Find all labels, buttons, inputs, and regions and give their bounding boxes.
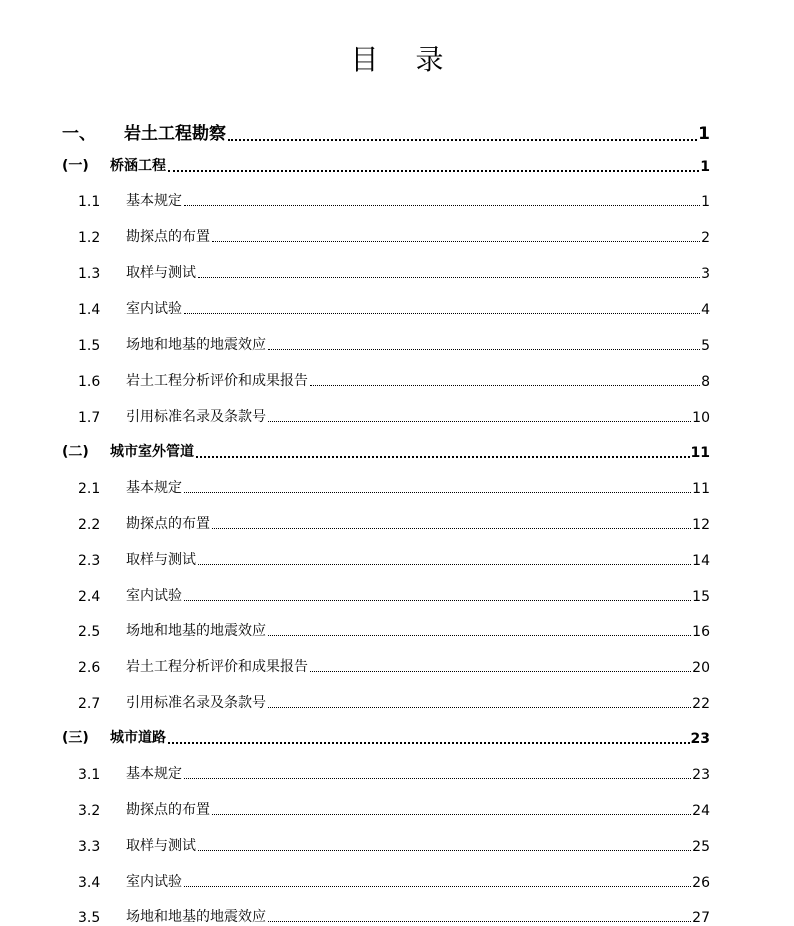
toc-entry[interactable] xyxy=(62,608,710,640)
toc-entry-number: (一) xyxy=(62,158,89,174)
toc-entry-number: 3.1 xyxy=(78,767,101,783)
toc-entry-number: 2.1 xyxy=(78,481,101,497)
toc-entry-label: 取样与测试 xyxy=(126,265,196,281)
dot-leader xyxy=(268,349,700,350)
toc-entry-number: 3.5 xyxy=(78,910,101,926)
toc-entry-page-number: 11 xyxy=(690,445,710,461)
dot-leader xyxy=(212,528,691,529)
toc-entry-number: 3.3 xyxy=(78,839,101,855)
toc-entry-number: 3.4 xyxy=(78,875,101,891)
toc-entry-label: 场地和地基的地震效应 xyxy=(126,909,266,925)
toc-entry[interactable] xyxy=(62,715,710,747)
toc-entry-label: 岩土工程分析评价和成果报告 xyxy=(126,659,308,675)
toc-entry[interactable] xyxy=(62,751,710,783)
dot-leader xyxy=(184,778,691,779)
toc-entry-number: 2.6 xyxy=(78,660,101,676)
toc-entry[interactable] xyxy=(62,680,710,712)
toc-entry[interactable] xyxy=(62,501,710,533)
toc-entry-label: 室内试验 xyxy=(126,588,182,604)
toc-entry-label: 勘探点的布置 xyxy=(126,516,210,532)
toc-entry-page-number: 15 xyxy=(692,589,710,605)
dot-leader xyxy=(198,564,691,565)
toc-entry-label: 取样与测试 xyxy=(126,838,196,854)
page-title: 目 录 xyxy=(350,43,458,76)
toc-entry-label: 城市室外管道 xyxy=(110,444,194,460)
toc-entry-number: 2.5 xyxy=(78,624,101,640)
toc-entry-number: 2.7 xyxy=(78,696,101,712)
toc-entry-page-number: 25 xyxy=(692,839,710,855)
toc-entry-number: 一、 xyxy=(62,124,96,144)
toc-entry-page-number: 4 xyxy=(701,302,710,318)
dot-leader xyxy=(310,671,691,672)
toc-entry-label: 取样与测试 xyxy=(126,552,196,568)
dot-leader xyxy=(212,241,700,242)
toc-entry-label: 引用标准名录及条款号 xyxy=(126,409,266,425)
toc-entry-number: 1.6 xyxy=(78,374,101,390)
dot-leader xyxy=(268,635,691,636)
toc-entry[interactable] xyxy=(62,178,710,210)
toc-entry-page-number: 1 xyxy=(698,124,710,144)
toc-entry-label: 场地和地基的地震效应 xyxy=(126,337,266,353)
toc-entry-page-number: 1 xyxy=(700,159,710,175)
toc-entry-label: 引用标准名录及条款号 xyxy=(126,695,266,711)
toc-entry-page-number: 12 xyxy=(692,517,710,533)
toc-entry[interactable] xyxy=(62,286,710,318)
dot-leader xyxy=(184,492,691,493)
toc-entry-label: 基本规定 xyxy=(126,766,182,782)
toc-entry-page-number: 2 xyxy=(701,230,710,246)
dot-leader xyxy=(268,707,691,708)
toc-entry-page-number: 8 xyxy=(701,374,710,390)
toc-entry-number: 2.2 xyxy=(78,517,101,533)
toc-entry[interactable] xyxy=(62,894,710,926)
toc-entry-label: 室内试验 xyxy=(126,874,182,890)
toc-entry-number: 2.4 xyxy=(78,589,101,605)
toc-entry-page-number: 14 xyxy=(692,553,710,569)
toc-entry-number: 1.1 xyxy=(78,194,101,210)
dot-leader xyxy=(268,421,691,422)
dot-leader xyxy=(196,456,690,458)
toc-entry[interactable] xyxy=(62,358,710,390)
toc-entry[interactable] xyxy=(62,394,710,426)
toc-entry[interactable] xyxy=(62,823,710,855)
toc-entry[interactable] xyxy=(62,787,710,819)
toc-entry-number: 1.7 xyxy=(78,410,101,426)
toc-entry-number: 2.3 xyxy=(78,553,101,569)
toc-entry-label: 桥涵工程 xyxy=(110,158,166,174)
toc-entry[interactable] xyxy=(62,143,710,175)
dot-leader xyxy=(168,170,699,172)
dot-leader xyxy=(198,850,691,851)
toc-entry[interactable] xyxy=(62,644,710,676)
toc-entry-page-number: 24 xyxy=(692,803,710,819)
toc-entry-page-number: 11 xyxy=(692,481,710,497)
dot-leader xyxy=(212,814,691,815)
dot-leader xyxy=(228,139,697,141)
toc-entry-label: 岩土工程分析评价和成果报告 xyxy=(126,373,308,389)
toc-entry-page-number: 5 xyxy=(701,338,710,354)
toc-entry-number: 1.2 xyxy=(78,230,101,246)
dot-leader xyxy=(310,385,700,386)
toc-entry-label: 室内试验 xyxy=(126,301,182,317)
toc-entry-number: 1.5 xyxy=(78,338,101,354)
toc-entry-page-number: 23 xyxy=(692,767,710,783)
dot-leader xyxy=(168,742,690,744)
toc-entry[interactable] xyxy=(62,322,710,354)
toc-entry-page-number: 23 xyxy=(690,731,710,747)
toc-entry-label: 岩土工程勘察 xyxy=(124,124,226,144)
dot-leader xyxy=(198,277,700,278)
dot-leader xyxy=(184,886,691,887)
dot-leader xyxy=(268,921,691,922)
toc-entry[interactable] xyxy=(62,429,710,461)
toc-entry[interactable] xyxy=(62,537,710,569)
toc-entry-label: 基本规定 xyxy=(126,193,182,209)
toc-entry[interactable] xyxy=(62,214,710,246)
toc-entry-number: 1.4 xyxy=(78,302,101,318)
toc-entry-page-number: 27 xyxy=(692,910,710,926)
toc-entry[interactable] xyxy=(62,112,710,144)
toc-entry-label: 城市道路 xyxy=(110,730,166,746)
toc-entry-page-number: 20 xyxy=(692,660,710,676)
toc-entry-page-number: 22 xyxy=(692,696,710,712)
toc-entry-label: 场地和地基的地震效应 xyxy=(126,623,266,639)
toc-entry-number: (三) xyxy=(62,730,89,746)
toc-entry[interactable] xyxy=(62,573,710,605)
toc-entry-number: (二) xyxy=(62,444,89,460)
dot-leader xyxy=(184,600,691,601)
toc-entry-label: 勘探点的布置 xyxy=(126,802,210,818)
toc-entry-page-number: 16 xyxy=(692,624,710,640)
toc-entry[interactable] xyxy=(62,859,710,891)
toc-entry[interactable] xyxy=(62,250,710,282)
toc-entry[interactable] xyxy=(62,465,710,497)
toc-entry-page-number: 3 xyxy=(701,266,710,282)
dot-leader xyxy=(184,313,700,314)
toc-entry-number: 1.3 xyxy=(78,266,101,282)
toc-entry-label: 勘探点的布置 xyxy=(126,229,210,245)
toc-entry-page-number: 10 xyxy=(692,410,710,426)
toc-entry-number: 3.2 xyxy=(78,803,101,819)
toc-entry-page-number: 1 xyxy=(701,194,710,210)
dot-leader xyxy=(184,205,700,206)
toc-entry-label: 基本规定 xyxy=(126,480,182,496)
toc-entry-page-number: 26 xyxy=(692,875,710,891)
